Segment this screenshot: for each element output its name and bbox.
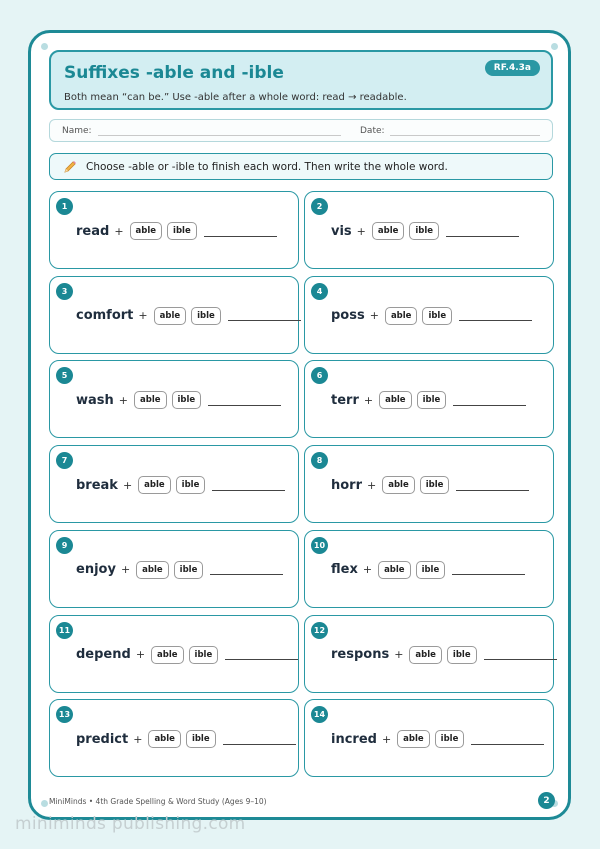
- exercise-card: [304, 360, 554, 438]
- item-number: 14: [311, 706, 328, 723]
- date-field[interactable]: [390, 135, 540, 136]
- answer-blank[interactable]: [453, 405, 526, 406]
- plus-sign: +: [138, 309, 148, 323]
- plus-sign: +: [381, 732, 392, 746]
- exercise-card: [304, 615, 554, 693]
- standard-badge: RF.4.3a: [485, 60, 540, 76]
- base-word: terr: [331, 392, 359, 408]
- plus-sign: +: [369, 309, 379, 323]
- item-number: 11: [56, 622, 73, 639]
- plus-sign: +: [356, 224, 366, 238]
- exercise-card: [49, 360, 299, 438]
- exercise-card: [304, 445, 554, 523]
- instructions-box: [49, 153, 553, 180]
- ible-choice[interactable]: ible: [417, 391, 447, 409]
- ible-choice[interactable]: ible: [189, 646, 219, 664]
- exercise-card: [304, 191, 554, 269]
- exercise-card: [304, 699, 554, 777]
- name-date-bar: [49, 119, 553, 142]
- able-choice[interactable]: able: [379, 391, 412, 409]
- exercise-card: [49, 191, 299, 269]
- able-choice[interactable]: able: [134, 391, 167, 409]
- item-number: 6: [311, 367, 328, 384]
- item-number: 3: [56, 283, 73, 300]
- able-choice[interactable]: able: [385, 307, 418, 325]
- exercise-row: [76, 645, 298, 665]
- answer-blank[interactable]: [484, 659, 557, 660]
- item-number: 13: [56, 706, 73, 723]
- base-word: flex: [331, 562, 358, 578]
- able-choice[interactable]: able: [397, 730, 430, 748]
- ible-choice[interactable]: ible: [186, 730, 216, 748]
- able-choice[interactable]: able: [148, 730, 181, 748]
- exercise-card: [304, 530, 554, 608]
- answer-blank[interactable]: [204, 236, 277, 237]
- exercise-row: [331, 729, 544, 749]
- base-word: break: [76, 477, 118, 493]
- plus-sign: +: [362, 563, 373, 577]
- base-word: vis: [331, 223, 352, 239]
- answer-blank[interactable]: [225, 659, 298, 660]
- plus-sign: +: [135, 648, 146, 661]
- item-number: 2: [311, 198, 328, 215]
- ible-choice[interactable]: ible: [447, 646, 477, 664]
- footer-text: MiniMinds • 4th Grade Spelling & Word Study (Ages 9–10): [49, 797, 267, 806]
- ible-choice[interactable]: ible: [420, 476, 450, 494]
- ible-choice[interactable]: ible: [172, 391, 202, 409]
- exercise-card: [49, 615, 299, 693]
- ible-choice[interactable]: ible: [191, 307, 221, 325]
- base-word: read: [76, 223, 110, 239]
- name-label: Name:: [62, 126, 92, 136]
- base-word: comfort: [76, 308, 134, 324]
- ible-choice[interactable]: ible: [176, 476, 206, 494]
- able-choice[interactable]: able: [130, 222, 163, 240]
- ible-choice[interactable]: ible: [409, 222, 439, 240]
- answer-blank[interactable]: [210, 574, 283, 575]
- plus-sign: +: [118, 393, 128, 407]
- base-word: wash: [76, 392, 114, 408]
- item-number: 12: [311, 622, 328, 639]
- item-number: 9: [56, 537, 73, 554]
- base-word: poss: [331, 308, 365, 324]
- answer-blank[interactable]: [459, 320, 532, 321]
- base-word: incred: [331, 731, 377, 747]
- exercise-row: [76, 390, 281, 410]
- exercise-row: [331, 390, 526, 410]
- exercise-card: [49, 699, 299, 777]
- base-word: enjoy: [76, 562, 116, 578]
- item-number: 4: [311, 283, 328, 300]
- plus-sign: +: [133, 732, 143, 746]
- item-number: 8: [311, 452, 328, 469]
- exercise-row: [331, 645, 557, 665]
- corner-dot: [41, 800, 48, 807]
- able-choice[interactable]: able: [151, 646, 184, 664]
- exercise-card: [49, 276, 299, 354]
- able-choice[interactable]: able: [372, 222, 405, 240]
- base-word: horr: [331, 477, 363, 493]
- exercise-card: [49, 530, 299, 608]
- base-word: respons: [331, 647, 390, 662]
- answer-blank[interactable]: [456, 490, 529, 491]
- page-subtitle: Both mean “can be.” Use -able after a whole word: read → readable.: [64, 92, 407, 103]
- date-label: Date:: [360, 126, 385, 136]
- exercise-row: [331, 306, 532, 326]
- name-field[interactable]: [98, 135, 341, 136]
- answer-blank[interactable]: [212, 490, 285, 491]
- answer-blank[interactable]: [452, 574, 525, 575]
- worksheet-page: [28, 30, 571, 820]
- exercise-row: [76, 306, 301, 326]
- exercise-card: [49, 445, 299, 523]
- ible-choice[interactable]: ible: [416, 561, 446, 579]
- base-word: predict: [76, 731, 129, 747]
- plus-sign: +: [394, 648, 404, 661]
- exercise-row: [331, 221, 519, 241]
- able-choice[interactable]: able: [409, 646, 442, 664]
- watermark: miniminds publishing.com: [15, 814, 246, 834]
- exercise-row: [76, 221, 277, 241]
- able-choice[interactable]: able: [378, 561, 411, 579]
- exercise-card: [304, 276, 554, 354]
- corner-dot: [551, 43, 558, 50]
- exercise-row: [76, 475, 285, 495]
- ible-choice[interactable]: ible: [422, 307, 452, 325]
- exercise-row: [331, 560, 525, 580]
- answer-blank[interactable]: [208, 405, 281, 406]
- corner-dot: [41, 43, 48, 50]
- instructions-text: Choose -able or -ible to finish each word. Then write the whole word.: [86, 161, 448, 173]
- page-number: 2: [538, 792, 555, 809]
- answer-blank[interactable]: [223, 744, 296, 745]
- able-choice[interactable]: able: [136, 561, 169, 579]
- base-word: depend: [76, 647, 131, 662]
- pencil-icon: [63, 160, 77, 174]
- able-choice[interactable]: able: [382, 476, 415, 494]
- plus-sign: +: [122, 478, 133, 492]
- plus-sign: +: [363, 393, 374, 407]
- plus-sign: +: [114, 224, 124, 238]
- able-choice[interactable]: able: [154, 307, 187, 325]
- exercise-row: [76, 560, 283, 580]
- ible-choice[interactable]: ible: [167, 222, 197, 240]
- item-number: 7: [56, 452, 73, 469]
- answer-blank[interactable]: [228, 320, 301, 321]
- ible-choice[interactable]: ible: [435, 730, 465, 748]
- page-title: Suffixes -able and -ible: [64, 63, 284, 83]
- exercise-row: [76, 729, 296, 749]
- item-number: 1: [56, 198, 73, 215]
- item-number: 5: [56, 367, 73, 384]
- plus-sign: +: [120, 563, 131, 577]
- able-choice[interactable]: able: [138, 476, 171, 494]
- worksheet-header: [49, 50, 553, 110]
- ible-choice[interactable]: ible: [174, 561, 204, 579]
- item-number: 10: [311, 537, 328, 554]
- answer-blank[interactable]: [471, 744, 544, 745]
- answer-blank[interactable]: [446, 236, 519, 237]
- plus-sign: +: [367, 478, 377, 492]
- exercise-row: [331, 475, 529, 495]
